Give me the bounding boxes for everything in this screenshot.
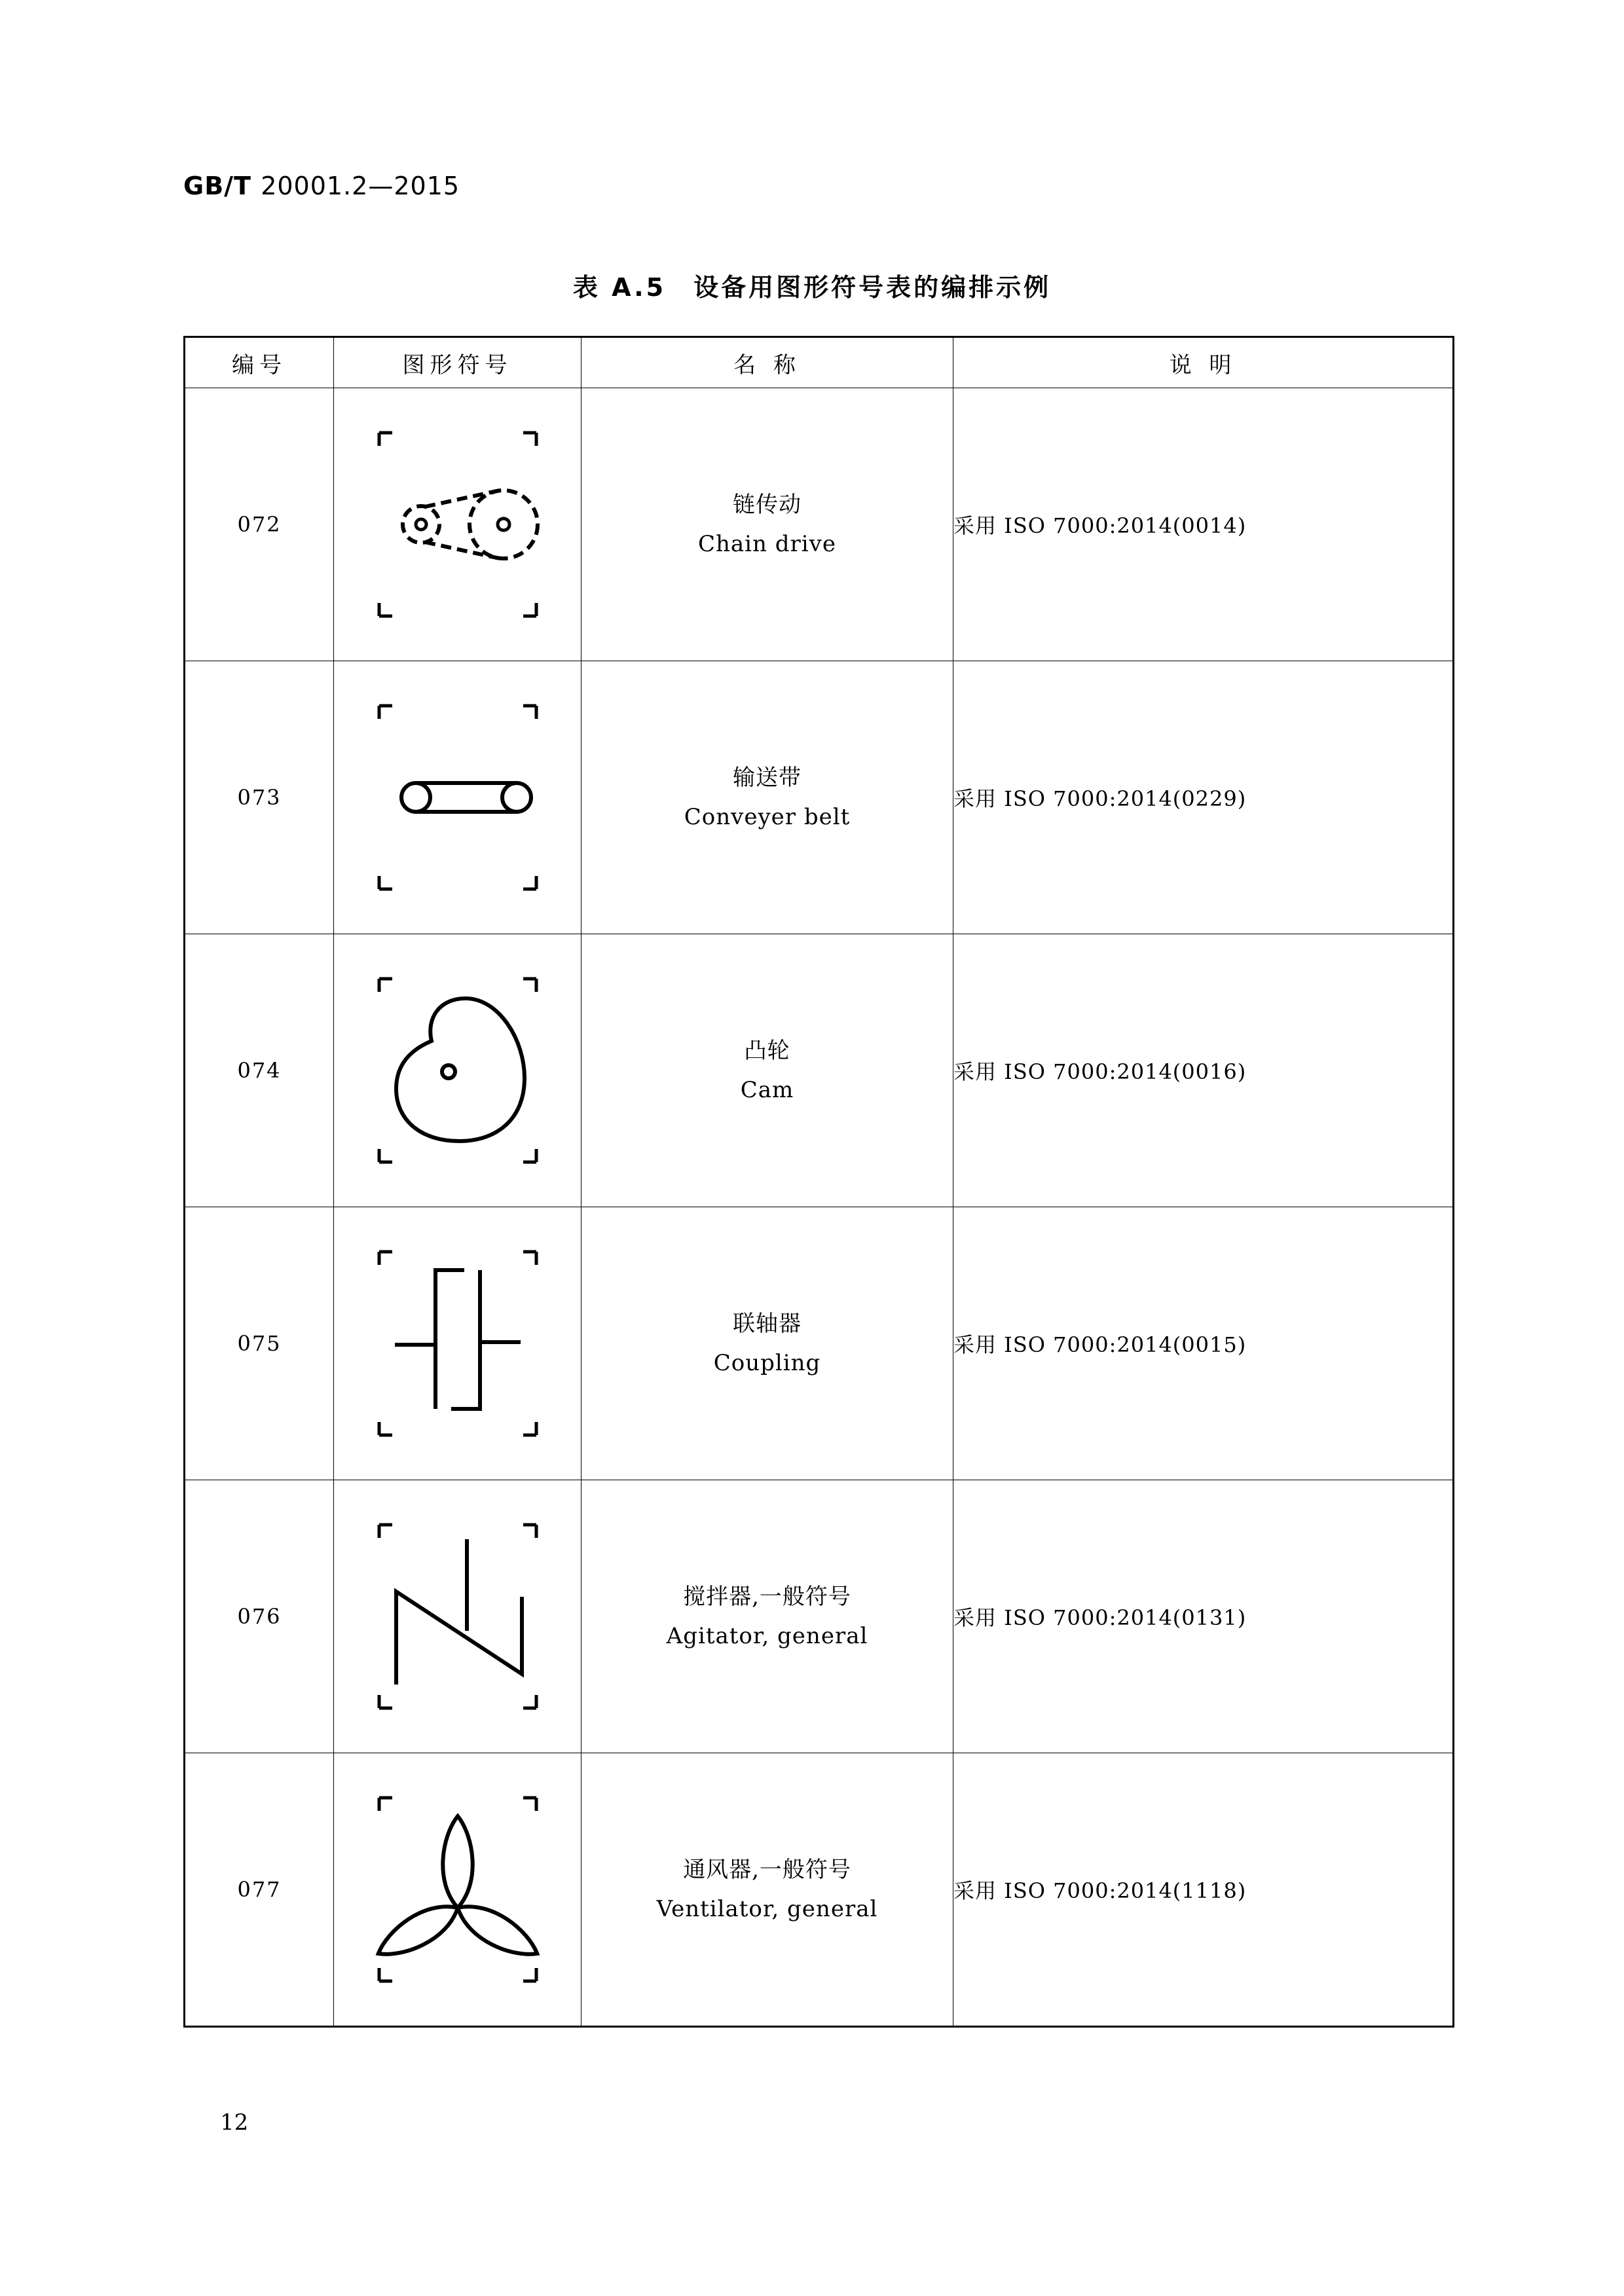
name-english: Coupling	[713, 1350, 821, 1376]
table-row	[185, 661, 1454, 934]
chain-drive-icon	[353, 420, 563, 629]
standard-number: 20001.2—2015	[261, 172, 460, 200]
table-row	[185, 934, 1454, 1207]
name-cell	[581, 661, 953, 934]
description-cell: 采用 ISO 7000:2014(0131)	[953, 1480, 1454, 1753]
table-row	[185, 1480, 1454, 1753]
table-row	[185, 1207, 1454, 1480]
row-number: 077	[185, 1753, 334, 2027]
symbol-cell	[334, 1753, 581, 2027]
symbol-cell	[334, 661, 581, 934]
symbol-cell	[334, 1480, 581, 1753]
name-english: Cam	[740, 1077, 794, 1103]
description-cell: 采用 ISO 7000:2014(0014)	[953, 388, 1454, 661]
name-chinese: 链传动	[733, 492, 802, 518]
name-chinese: 联轴器	[733, 1311, 802, 1337]
row-number: 074	[185, 934, 334, 1207]
standard-prefix: GB/T	[183, 172, 251, 200]
row-number: 076	[185, 1480, 334, 1753]
table-row	[185, 388, 1454, 661]
table-title: 表 A.5 设备用图形符号表的编排示例	[572, 273, 1052, 302]
name-english: Agitator, general	[666, 1623, 868, 1649]
name-cell	[581, 1207, 953, 1480]
agitator-icon	[353, 1512, 563, 1721]
description-cell: 采用 ISO 7000:2014(1118)	[953, 1753, 1454, 2027]
coupling-icon	[353, 1239, 563, 1448]
name-chinese: 通风器,一般符号	[683, 1857, 851, 1883]
conveyer-belt-icon	[353, 693, 563, 902]
symbol-cell	[334, 934, 581, 1207]
name-cell	[581, 934, 953, 1207]
symbol-table	[183, 336, 1454, 2028]
description-cell: 采用 ISO 7000:2014(0016)	[953, 934, 1454, 1207]
column-header-number: 编号	[185, 337, 334, 388]
table-row	[185, 1753, 1454, 2027]
name-cell	[581, 1753, 953, 2027]
page-number: 12	[220, 2109, 249, 2136]
name-chinese: 凸轮	[744, 1038, 790, 1064]
table-header-row	[185, 337, 1454, 388]
description-cell: 采用 ISO 7000:2014(0229)	[953, 661, 1454, 934]
column-header-name: 名 称	[581, 337, 953, 388]
name-chinese: 输送带	[733, 765, 802, 791]
column-header-symbol: 图形符号	[334, 337, 581, 388]
symbol-cell	[334, 388, 581, 661]
row-number: 073	[185, 661, 334, 934]
standard-code	[183, 172, 460, 200]
cam-icon	[353, 966, 563, 1175]
name-english: Ventilator, general	[656, 1896, 878, 1922]
symbol-cell	[334, 1207, 581, 1480]
description-cell: 采用 ISO 7000:2014(0015)	[953, 1207, 1454, 1480]
name-english: Conveyer belt	[684, 804, 851, 830]
row-number: 075	[185, 1207, 334, 1480]
name-english: Chain drive	[698, 531, 836, 557]
column-header-description: 说 明	[953, 337, 1454, 388]
ventilator-icon	[353, 1785, 563, 1994]
row-number: 072	[185, 388, 334, 661]
name-chinese: 搅拌器,一般符号	[683, 1584, 851, 1610]
name-cell	[581, 1480, 953, 1753]
name-cell	[581, 388, 953, 661]
